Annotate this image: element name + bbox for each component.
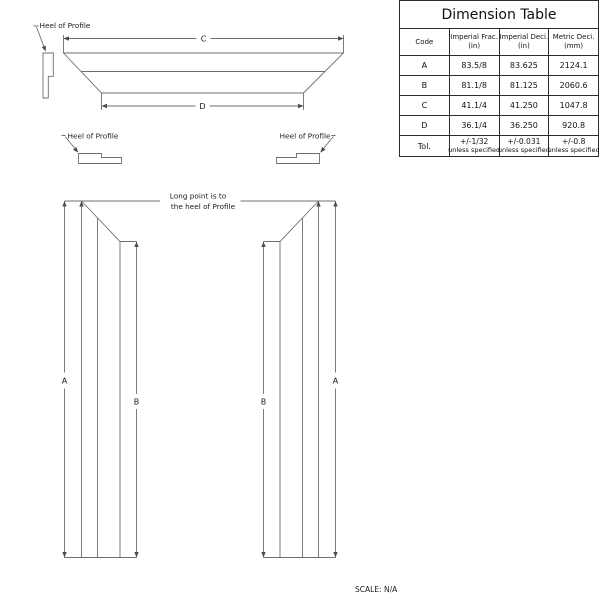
tol-note: unless specified <box>448 145 501 154</box>
end-profile-vertical <box>43 53 53 98</box>
heel-profile-left-shape <box>79 154 122 164</box>
dimension-table-title: Dimension Table <box>400 1 599 29</box>
dimension-label-c: C <box>200 34 207 44</box>
arrowhead <box>62 201 66 207</box>
heel-profile-right-shape <box>277 154 320 164</box>
tol-note: unless specified <box>547 145 600 154</box>
drawing-texts <box>40 21 399 594</box>
dimension-label-a-left: A <box>61 376 68 386</box>
table-row-c <box>400 96 599 116</box>
cell-imperial-deci: 36.250 <box>499 116 549 136</box>
col-header-imperial-frac-unit: (in) <box>468 42 481 50</box>
heel-of-profile-label-left: Heel of Profile <box>67 131 119 141</box>
col-header-metric-deci-unit: (mm) <box>564 42 584 50</box>
table-row-d <box>400 116 599 136</box>
dimension-label-b-left: B <box>133 397 140 407</box>
arrowhead <box>319 147 326 154</box>
arrowhead <box>134 242 138 248</box>
cell-imperial-frac: 81.1/8 <box>449 76 499 96</box>
drawing-lines <box>34 26 344 558</box>
cell-metric-deci: 920.8 <box>549 116 599 136</box>
arrowhead <box>261 552 265 558</box>
cell-tol-code: Tol. <box>400 136 450 157</box>
heel-of-profile-label-right: Heel of Profile <box>279 131 331 141</box>
tol-value: +/-0.031 <box>507 137 541 147</box>
col-header-imperial-deci-text: Imperial Deci. <box>499 33 549 42</box>
dimension-table <box>399 0 599 157</box>
arrowhead <box>73 147 80 154</box>
cell-imperial-frac: 36.1/4 <box>449 116 499 136</box>
cell-tol-metric <box>549 136 599 157</box>
dimension-label-b-right: B <box>260 397 267 407</box>
table-title-row <box>400 1 599 29</box>
dimension-label-d: D <box>199 102 206 111</box>
arrowhead <box>338 36 344 40</box>
cell-imperial-frac: 83.5/8 <box>449 56 499 76</box>
cell-imperial-deci: 81.125 <box>499 76 549 96</box>
cell-code: B <box>400 76 450 96</box>
arrowhead <box>333 552 337 558</box>
arrowhead <box>261 242 265 248</box>
table-row-tolerance <box>400 136 599 157</box>
col-header-imperial-frac-text: Imperial Frac. <box>450 33 498 42</box>
tol-value: +/-1/32 <box>459 137 489 147</box>
heel-of-profile-label-top: Heel of Profile <box>39 21 91 30</box>
col-header-imperial-deci-unit: (in) <box>517 42 530 50</box>
table-row-b <box>400 76 599 96</box>
dimension-label-a-right: A <box>332 376 339 386</box>
arrowhead <box>102 104 108 108</box>
arrowhead <box>64 36 70 40</box>
col-header-metric-deci-text: Metric Deci. <box>552 33 595 42</box>
cell-imperial-deci: 83.625 <box>499 56 549 76</box>
table-row-a <box>400 56 599 76</box>
head-jamb-outline <box>64 53 344 93</box>
long-point-note-line1: Long point is to <box>169 191 227 201</box>
long-point-note-line2: the heel of Profile <box>170 202 236 211</box>
arrowhead <box>298 104 304 108</box>
arrowhead <box>333 201 337 207</box>
left-leg-outline <box>82 201 137 558</box>
cell-imperial-frac: 41.1/4 <box>449 96 499 116</box>
table-header-row <box>400 29 599 56</box>
col-header-imperial-frac <box>449 29 499 56</box>
cell-tol-frac <box>449 136 499 157</box>
cell-code: A <box>400 56 450 76</box>
col-header-metric-deci <box>549 29 599 56</box>
arrowhead <box>316 201 320 207</box>
arrowheads <box>42 36 344 557</box>
arrowhead <box>134 552 138 558</box>
arrowhead <box>42 46 48 53</box>
scale-note: SCALE: N/A <box>355 585 398 594</box>
cell-imperial-deci: 41.250 <box>499 96 549 116</box>
col-header-imperial-deci <box>499 29 549 56</box>
col-header-code: Code <box>400 29 450 56</box>
cell-tol-deci <box>499 136 549 157</box>
tol-note: unless specified <box>497 145 550 154</box>
arrowhead <box>79 201 83 207</box>
cell-metric-deci: 1047.8 <box>549 96 599 116</box>
cell-metric-deci: 2124.1 <box>549 56 599 76</box>
cell-code: C <box>400 96 450 116</box>
cell-metric-deci: 2060.6 <box>549 76 599 96</box>
cell-code: D <box>400 116 450 136</box>
right-leg-outline <box>264 201 319 558</box>
tol-value: +/-0.8 <box>561 137 586 147</box>
arrowhead <box>62 552 66 558</box>
